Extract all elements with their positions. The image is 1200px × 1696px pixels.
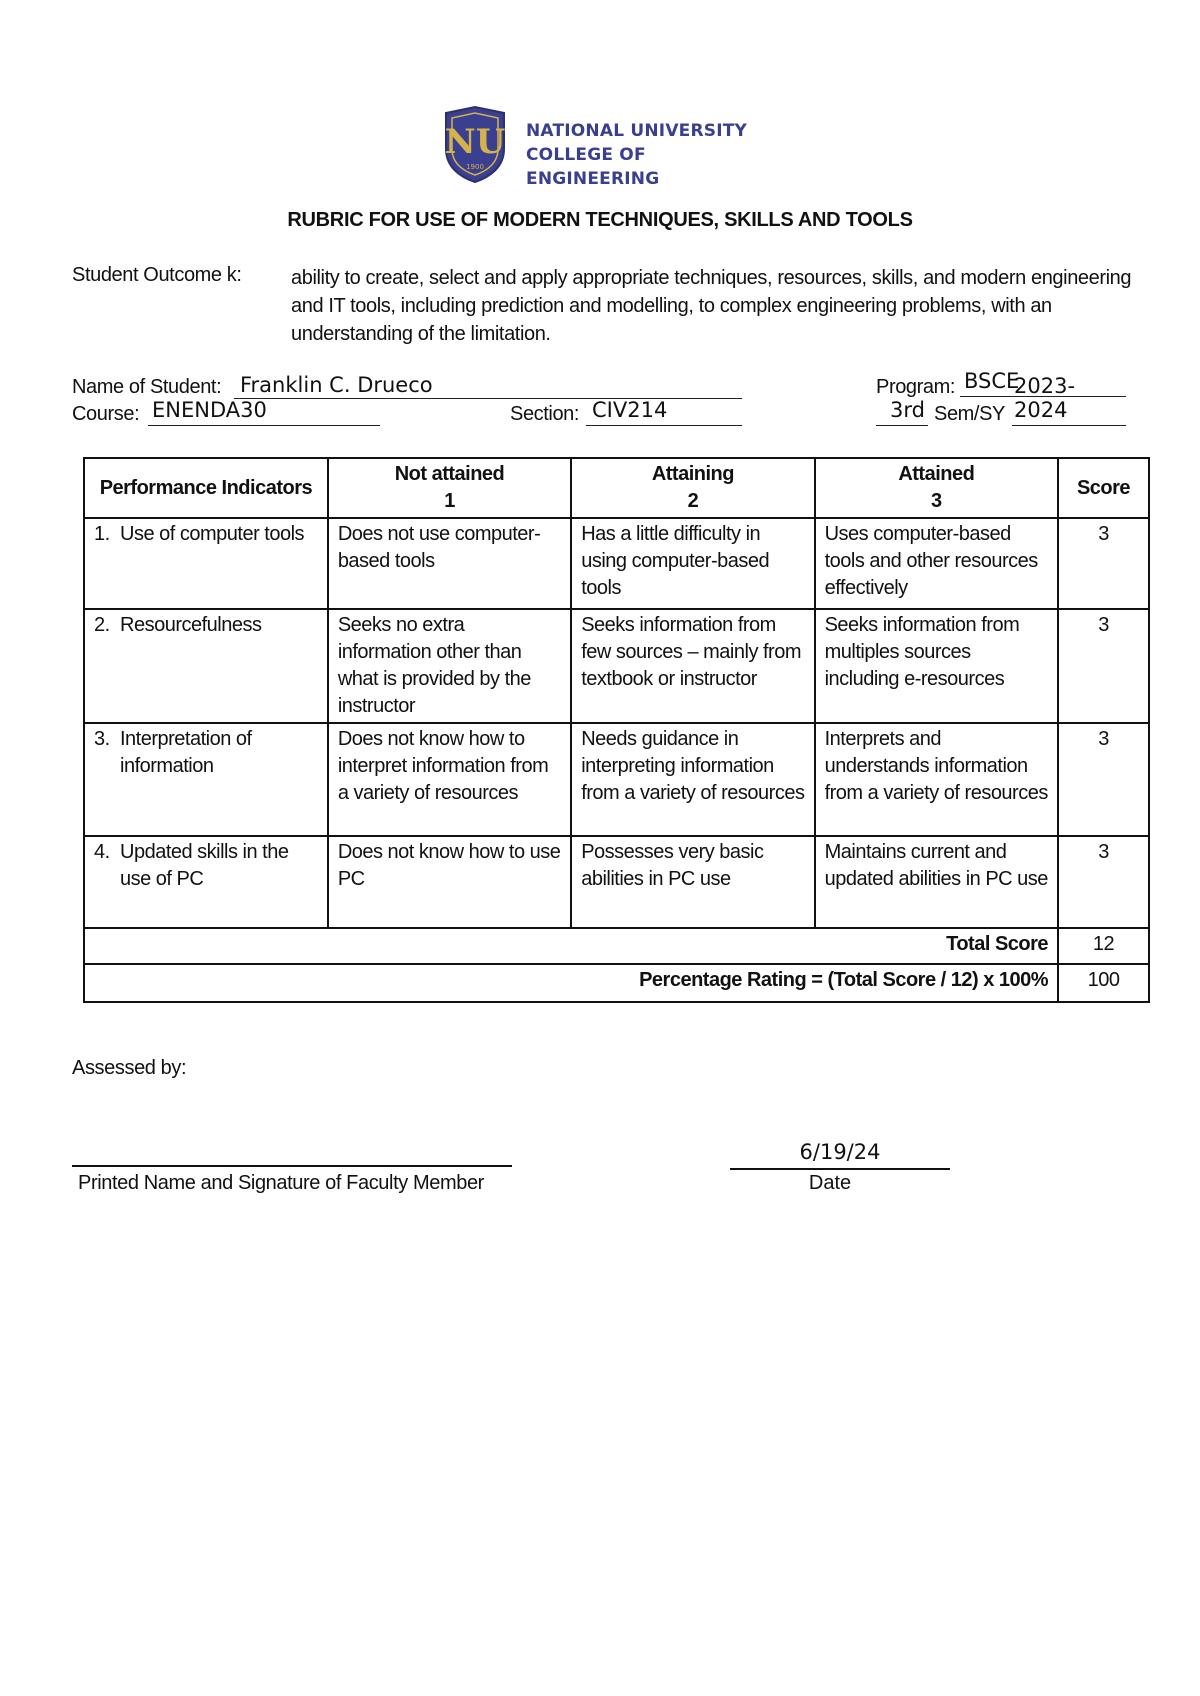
- program-label: Program:: [876, 376, 956, 398]
- score-cell: 3: [1058, 723, 1149, 836]
- date-label: Date: [808, 1172, 852, 1194]
- signature-line: [72, 1165, 512, 1167]
- row-number: 4.: [94, 841, 110, 863]
- percentage-value: 100: [1058, 964, 1149, 1002]
- header-score: Score: [1058, 458, 1149, 518]
- attained-cell: Interprets and understands information from a variety of resources: [815, 723, 1058, 836]
- page-title: RUBRIC FOR USE OF MODERN TECHNIQUES, SKILLS AND TOOLS: [287, 209, 913, 231]
- total-score-label: Total Score: [84, 928, 1058, 964]
- table-row: [84, 723, 1149, 836]
- attaining-cell: Possesses very basic abilities in PC use: [571, 836, 814, 928]
- not-attained-cell: Does not know how to interpret information from a variety of resources: [328, 723, 571, 836]
- rubric-table: [83, 457, 1150, 1003]
- attaining-cell: Seeks information from few sources – mainly from textbook or instructor: [571, 609, 814, 723]
- section-field: [586, 397, 742, 426]
- header-attaining-value: 2: [687, 490, 699, 512]
- table-row: [84, 836, 1149, 928]
- score-cell: 3: [1058, 609, 1149, 723]
- university-name: NATIONAL UNIVERSITY: [526, 121, 748, 141]
- section-value: CIV214: [592, 398, 668, 422]
- outcome-label: Student Outcome k:: [72, 264, 242, 286]
- name-field: [234, 370, 742, 399]
- row-number: 3.: [94, 728, 110, 750]
- attained-cell: Uses computer-based tools and other resources effectively: [815, 518, 1058, 609]
- indicator-cell: [84, 609, 328, 723]
- university-logo: [440, 105, 785, 189]
- course-value: ENENDA30: [152, 398, 267, 422]
- not-attained-cell: Seeks no extra information other than what is provided by the instructor: [328, 609, 571, 723]
- not-attained-cell: Does not use computer-based tools: [328, 518, 571, 609]
- header-attaining: [571, 458, 814, 518]
- university-seal-icon: [440, 105, 510, 183]
- score-cell: 3: [1058, 518, 1149, 609]
- sem-field: [876, 397, 928, 426]
- row-number: 2.: [94, 614, 110, 636]
- header-attained-value: 3: [931, 490, 942, 512]
- sy-field: [1012, 374, 1126, 426]
- score-cell: 3: [1058, 836, 1149, 928]
- header-attained-label: Attained: [898, 463, 975, 485]
- header-attained: [815, 458, 1058, 518]
- indicator-text: Interpretation of information: [120, 728, 252, 777]
- row-number: 1.: [94, 523, 110, 545]
- header-not-attained-value: 1: [444, 490, 455, 512]
- college-name: COLLEGE OF ENGINEERING: [526, 145, 660, 189]
- course-label: Course:: [72, 403, 140, 425]
- header-not-attained-label: Not attained: [394, 463, 505, 485]
- date-value: 6/19/24: [799, 1140, 881, 1164]
- program-value: BSCE: [964, 369, 1020, 393]
- table-row: [84, 609, 1149, 723]
- name-value: Franklin C. Drueco: [240, 373, 433, 397]
- indicator-text: Updated skills in the use of PC: [120, 841, 289, 890]
- date-line: [730, 1168, 950, 1170]
- total-score-row: [84, 928, 1149, 964]
- indicator-cell: [84, 723, 328, 836]
- attained-cell: Seeks information from multiples sources including e-resources: [815, 609, 1058, 723]
- percentage-label: Percentage Rating = (Total Score / 12) x 100%: [84, 964, 1058, 1002]
- header-attaining-label: Attaining: [651, 463, 734, 485]
- indicator-cell: [84, 518, 328, 609]
- svg-text:NU: NU: [444, 122, 506, 162]
- course-field: [148, 397, 380, 426]
- indicator-text: Resourcefulness: [120, 614, 262, 636]
- name-label: Name of Student:: [72, 376, 222, 398]
- not-attained-cell: Does not know how to use PC: [328, 836, 571, 928]
- signature-label: Printed Name and Signature of Faculty Member: [78, 1172, 484, 1194]
- sy-value: 2023-2024: [1014, 374, 1076, 422]
- attaining-cell: Needs guidance in interpreting information from a variety of resources: [571, 723, 814, 836]
- total-score-value: 12: [1058, 928, 1149, 964]
- brand-text: [526, 119, 785, 191]
- sem-label: Sem/SY: [934, 403, 1005, 425]
- header-indicators: Performance Indicators: [84, 458, 328, 518]
- assessed-by-label: Assessed by:: [72, 1057, 187, 1079]
- sem-value: 3rd: [890, 398, 925, 422]
- indicator-text: Use of computer tools: [120, 523, 305, 545]
- outcome-text: ability to create, select and apply appropriate techniques, resources, skills, and modern engineering and IT tools, including prediction and modelling, to complex engineering problems, with an understanding of the limitation.: [291, 267, 1132, 345]
- attaining-cell: Has a little difficulty in using computer-based tools: [571, 518, 814, 609]
- header-not-attained: [328, 458, 571, 518]
- table-row: [84, 518, 1149, 609]
- section-label: Section:: [510, 403, 580, 425]
- indicator-cell: [84, 836, 328, 928]
- percentage-row: [84, 964, 1149, 1002]
- attained-cell: Maintains current and updated abilities in PC use: [815, 836, 1058, 928]
- table-header-row: [84, 458, 1149, 518]
- seal-year: 1900: [466, 163, 484, 171]
